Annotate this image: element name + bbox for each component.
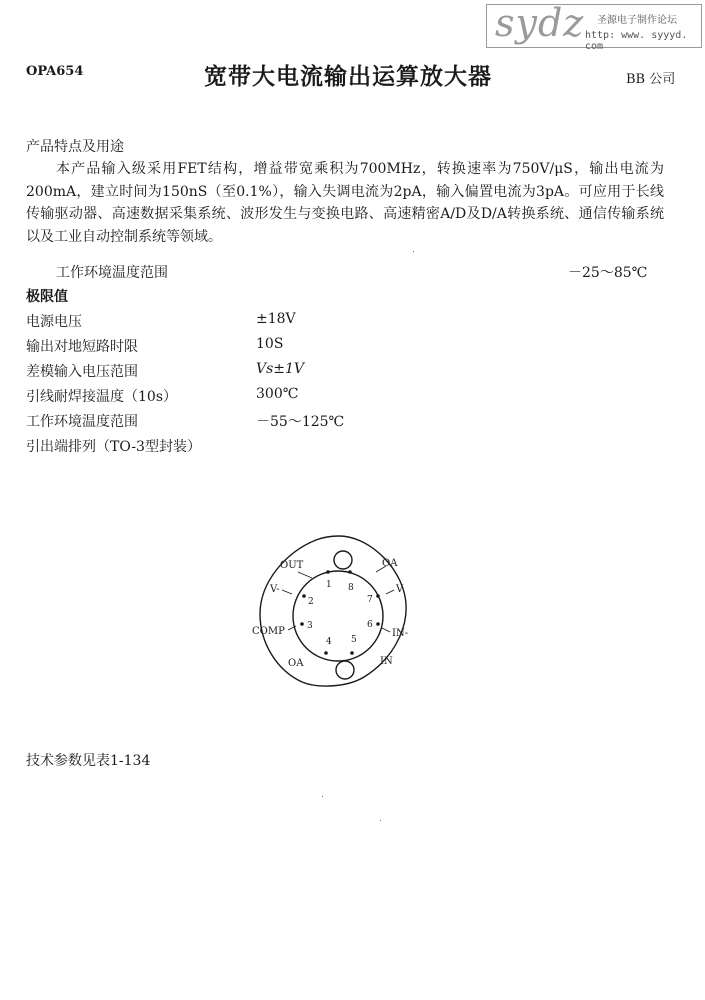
limit-value: ±18V <box>256 311 296 327</box>
leader-line <box>282 590 292 594</box>
limit-label: 差模输入电压范围 <box>26 364 138 380</box>
watermark-site-name: 圣源电子制作论坛 <box>597 15 677 26</box>
pin-circle <box>293 571 383 661</box>
limit-value: 10S <box>256 336 284 352</box>
company-name: BB 公司 <box>626 72 676 87</box>
label-v-right: V <box>396 584 404 595</box>
label-comp: COMP <box>252 626 285 637</box>
pin-dot-8 <box>348 570 352 574</box>
page-title: 宽带大电流输出运算放大器 <box>204 63 492 90</box>
pinout-heading: 引出端排列（TO-3型封装） <box>26 439 201 455</box>
model-number: OPA654 <box>26 64 84 79</box>
pin-number: 6 <box>367 620 373 630</box>
mounting-hole-top <box>334 551 352 569</box>
label-v-left: V- <box>270 584 280 595</box>
pin-number: 1 <box>326 580 332 590</box>
leader-line <box>298 572 312 578</box>
leader-line <box>386 590 394 594</box>
pin-number: 8 <box>348 583 354 593</box>
limit-label: 电源电压 <box>26 314 82 330</box>
scan-speck <box>413 251 414 252</box>
pin-dot-1 <box>326 570 330 574</box>
watermark-logo: sydz <box>495 1 585 45</box>
label-oa-top: OA <box>382 558 398 569</box>
pin-number: 3 <box>307 621 313 631</box>
features-heading: 产品特点及用途 <box>26 139 124 155</box>
label-oa-bottom: OA <box>288 658 304 669</box>
pin-number: 7 <box>367 595 373 605</box>
to3-pinout-diagram <box>246 532 426 692</box>
pin-dot-4 <box>324 651 328 655</box>
label-in-right: IN- <box>392 628 409 639</box>
watermark-url: http: www. syyyd. com <box>585 30 688 52</box>
limit-value: 300℃ <box>256 386 299 402</box>
leader-line <box>382 628 390 632</box>
pin-dot-7 <box>376 594 380 598</box>
operating-temp-label: 工作环境温度范围 <box>56 265 168 281</box>
pin-dot-3 <box>300 622 304 626</box>
limit-value: Vs±1V <box>256 361 305 377</box>
mounting-hole-bottom <box>336 661 354 679</box>
limit-label: 工作环境温度范围 <box>26 414 138 430</box>
pin-number: 5 <box>351 635 357 645</box>
scan-speck <box>380 820 381 821</box>
limit-label: 输出对地短路时限 <box>26 339 138 355</box>
label-in-bottom: IN <box>380 656 393 667</box>
pin-dot-6 <box>376 622 380 626</box>
operating-temp-value: －25～85℃ <box>568 265 648 281</box>
scan-speck <box>322 796 323 797</box>
label-out: OUT <box>280 560 304 571</box>
limit-label: 引线耐焊接温度（10s） <box>26 389 177 405</box>
watermark-box <box>486 1 702 52</box>
pin-number: 4 <box>326 637 332 647</box>
limits-heading: 极限值 <box>26 289 68 305</box>
pin-number: 2 <box>308 597 314 607</box>
limit-value: －55～125℃ <box>256 414 345 430</box>
pin-dot-2 <box>302 594 306 598</box>
features-paragraph: 本产品输入级采用FET结构，增益带宽乘积为700MHz，转换速率为750V/μS，输出电流为200mA，建立时间为150nS（至0.1%），输入失调电流为2pA，输入偏置电流为3pA。可应用于长线传输驱动器、高速数据采集系统、波形发生与变换电路、高速精密A/D及D/A转换系统、通信传输系统以及工业自动控制系统等领域。 <box>26 161 664 245</box>
pin-dot-5 <box>350 651 354 655</box>
footnote: 技术参数见表1-134 <box>26 753 151 769</box>
